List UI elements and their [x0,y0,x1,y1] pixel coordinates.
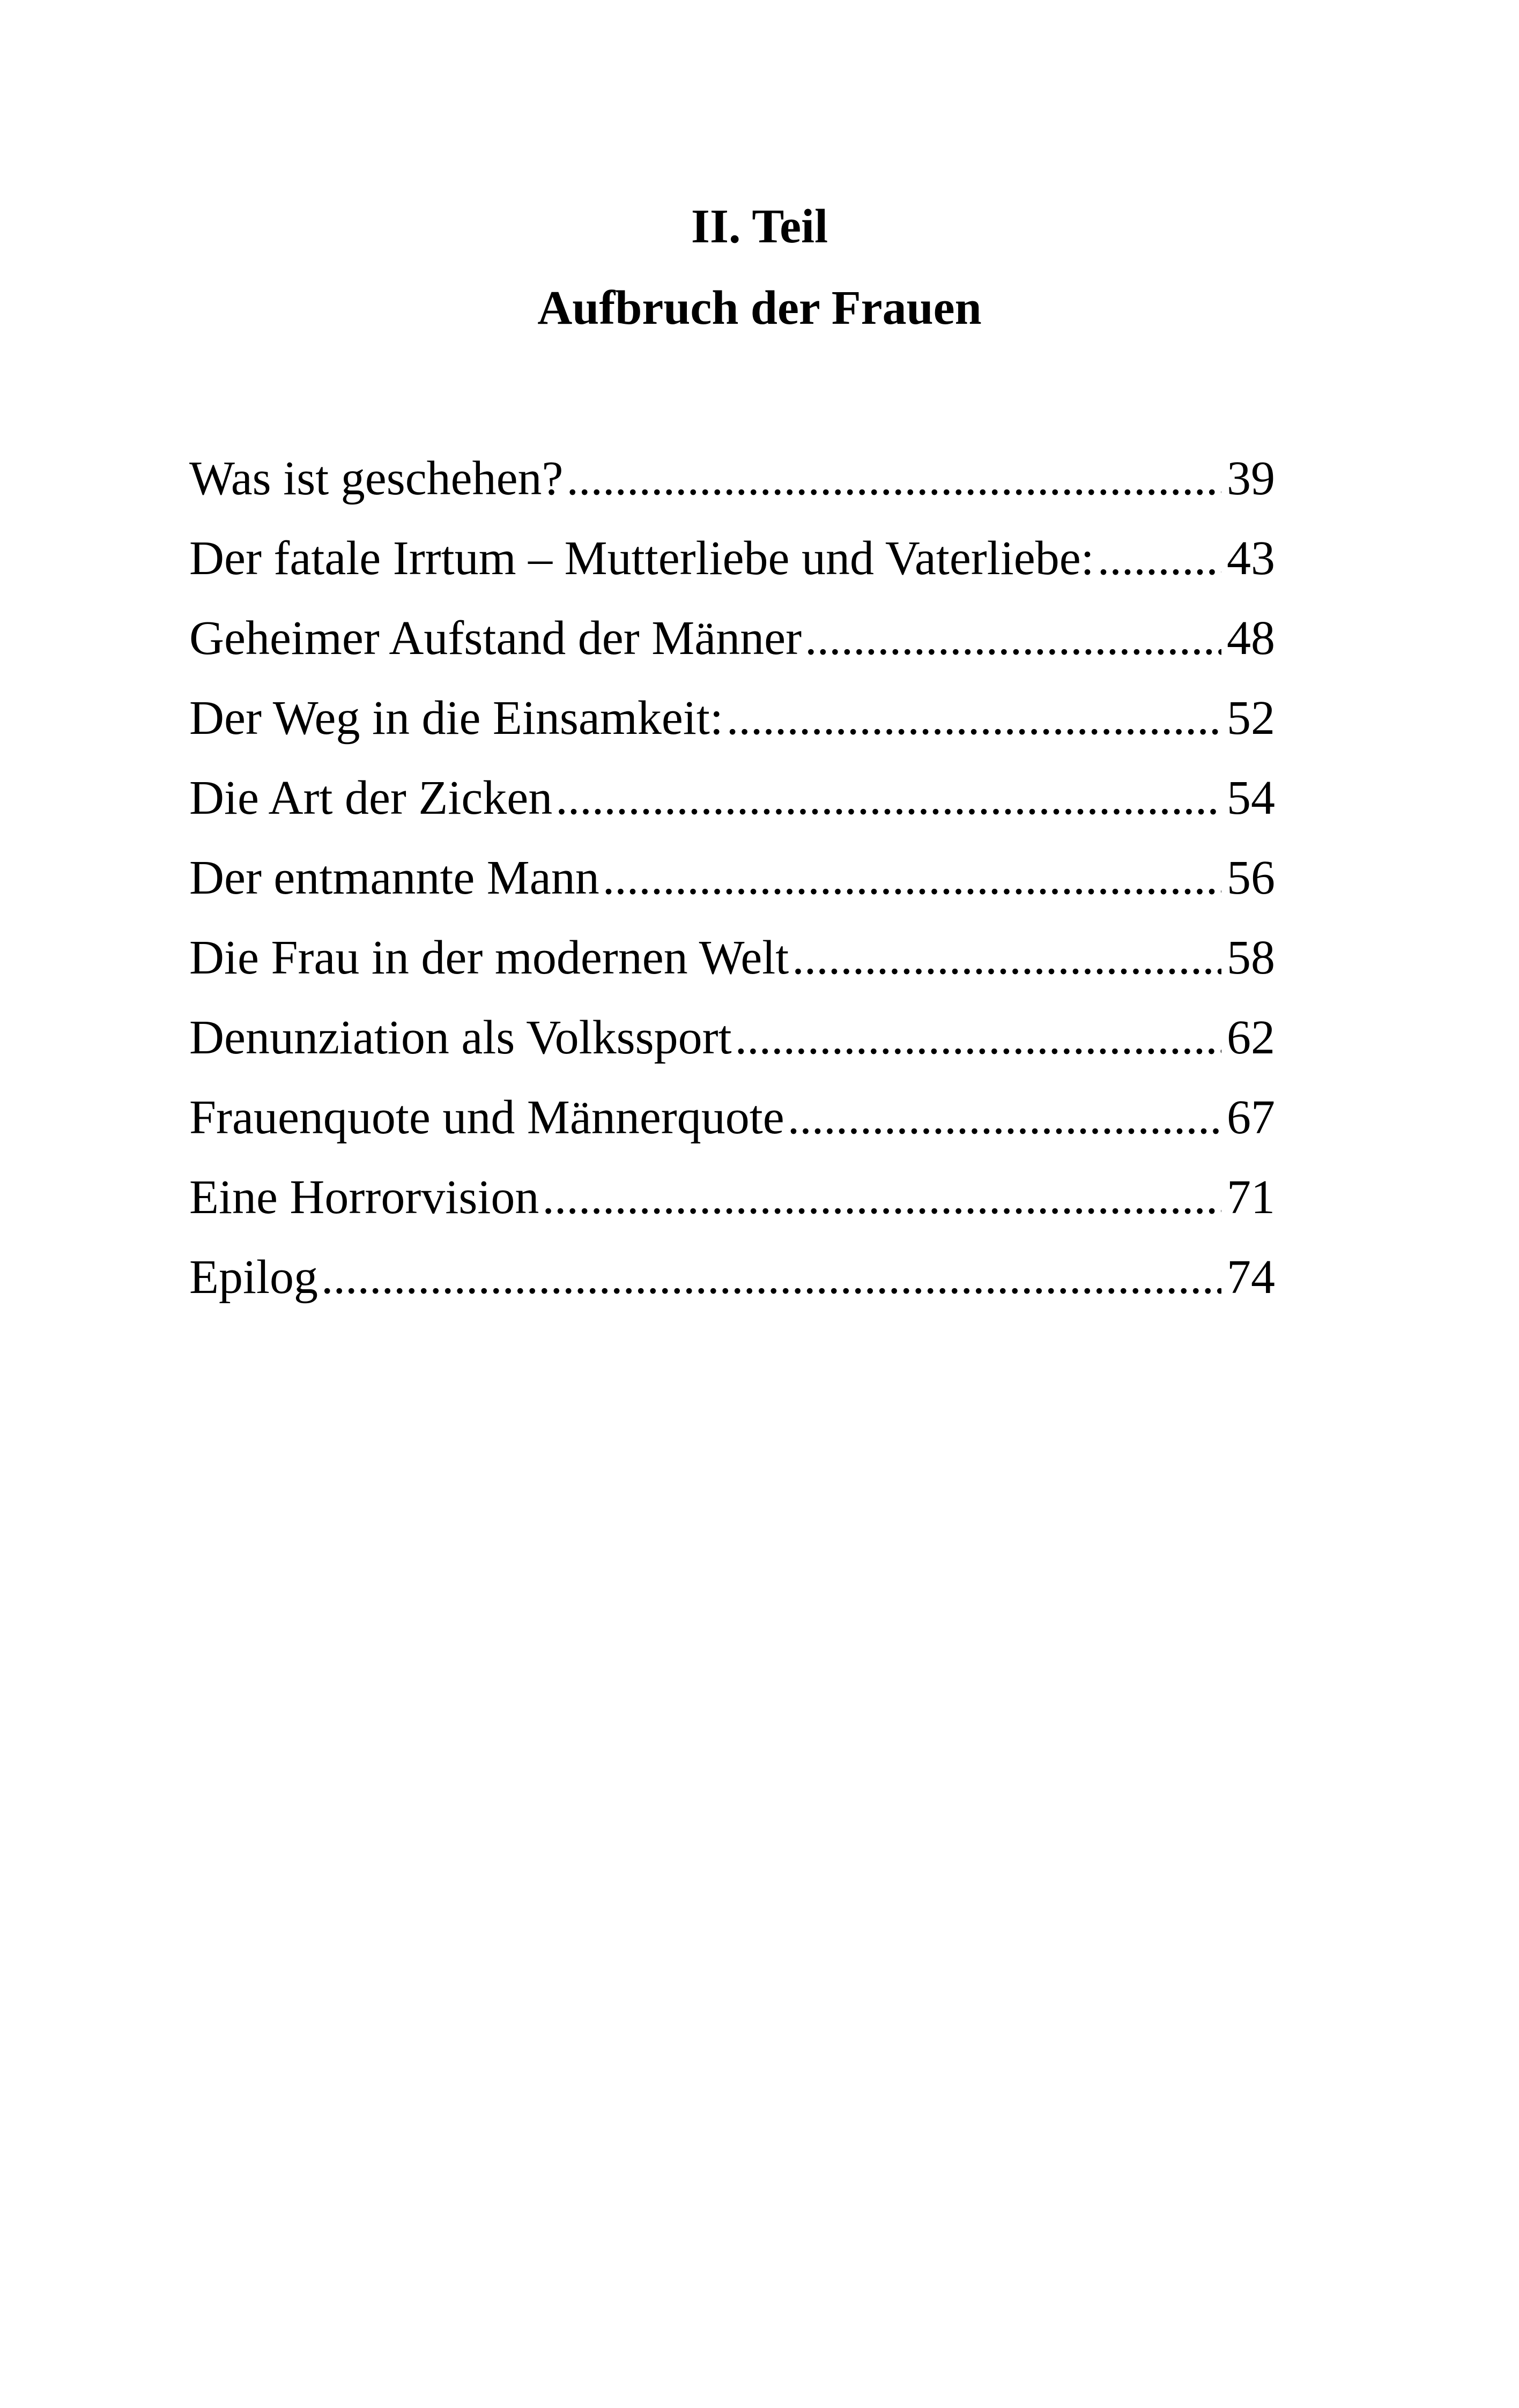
toc-entry-title: Was ist geschehen? [189,452,564,505]
toc-entry [189,518,1275,598]
table-of-contents [189,439,1275,1317]
toc-entry-page: 54 [1227,771,1275,824]
toc-entry-title: Die Frau in der modernen Welt [189,931,789,984]
toc-entry-title: Der Weg in die Einsamkeit: [189,692,723,745]
toc-dot-leader [727,678,1221,758]
toc-entry-title: Die Art der Zicken [189,771,553,824]
toc-dot-leader [555,758,1221,838]
toc-entry [189,838,1275,918]
toc-entry-page: 39 [1227,452,1275,505]
toc-entry [189,598,1275,678]
toc-dot-leader [788,1077,1221,1157]
toc-entry [189,678,1275,758]
toc-dot-leader [603,838,1221,918]
toc-entry-page: 67 [1227,1091,1275,1144]
toc-entry-page: 48 [1227,612,1275,665]
toc-entry-title: Der entmannte Mann [189,851,599,904]
toc-entry-page: 74 [1227,1251,1275,1304]
toc-entry [189,998,1275,1077]
toc-dot-leader [792,918,1221,998]
toc-entry [189,918,1275,998]
toc-entry-page: 56 [1227,851,1275,904]
toc-entry-page: 43 [1227,532,1275,585]
toc-entry [189,1157,1275,1237]
toc-entry-page: 52 [1227,692,1275,745]
toc-dot-leader [735,998,1221,1077]
toc-entry-title: Eine Horrorvision [189,1171,539,1224]
toc-dot-leader [542,1157,1221,1237]
toc-entry [189,439,1275,518]
toc-entry [189,1237,1275,1317]
toc-entry-page: 71 [1227,1171,1275,1224]
toc-entry-page: 58 [1227,931,1275,984]
part-heading: II. Teil [691,200,828,253]
toc-entry-title: Denunziation als Volkssport [189,1011,732,1064]
toc-entry [189,1077,1275,1157]
toc-entry-title: Epilog [189,1251,318,1304]
toc-entry-title: Der fatale Irrtum – Mutterliebe und Vaterliebe: [189,532,1094,585]
part-subtitle: Aufbruch der Frauen [537,281,982,335]
toc-dot-leader [567,439,1222,518]
toc-dot-leader [321,1237,1221,1317]
toc-entry-title: Geheimer Aufstand der Männer [189,612,802,665]
toc-dot-leader [805,598,1221,678]
toc-entry [189,758,1275,838]
toc-entry-page: 62 [1227,1011,1275,1064]
toc-entry-title: Frauenquote und Männerquote [189,1091,784,1144]
toc-dot-leader [1098,518,1221,598]
